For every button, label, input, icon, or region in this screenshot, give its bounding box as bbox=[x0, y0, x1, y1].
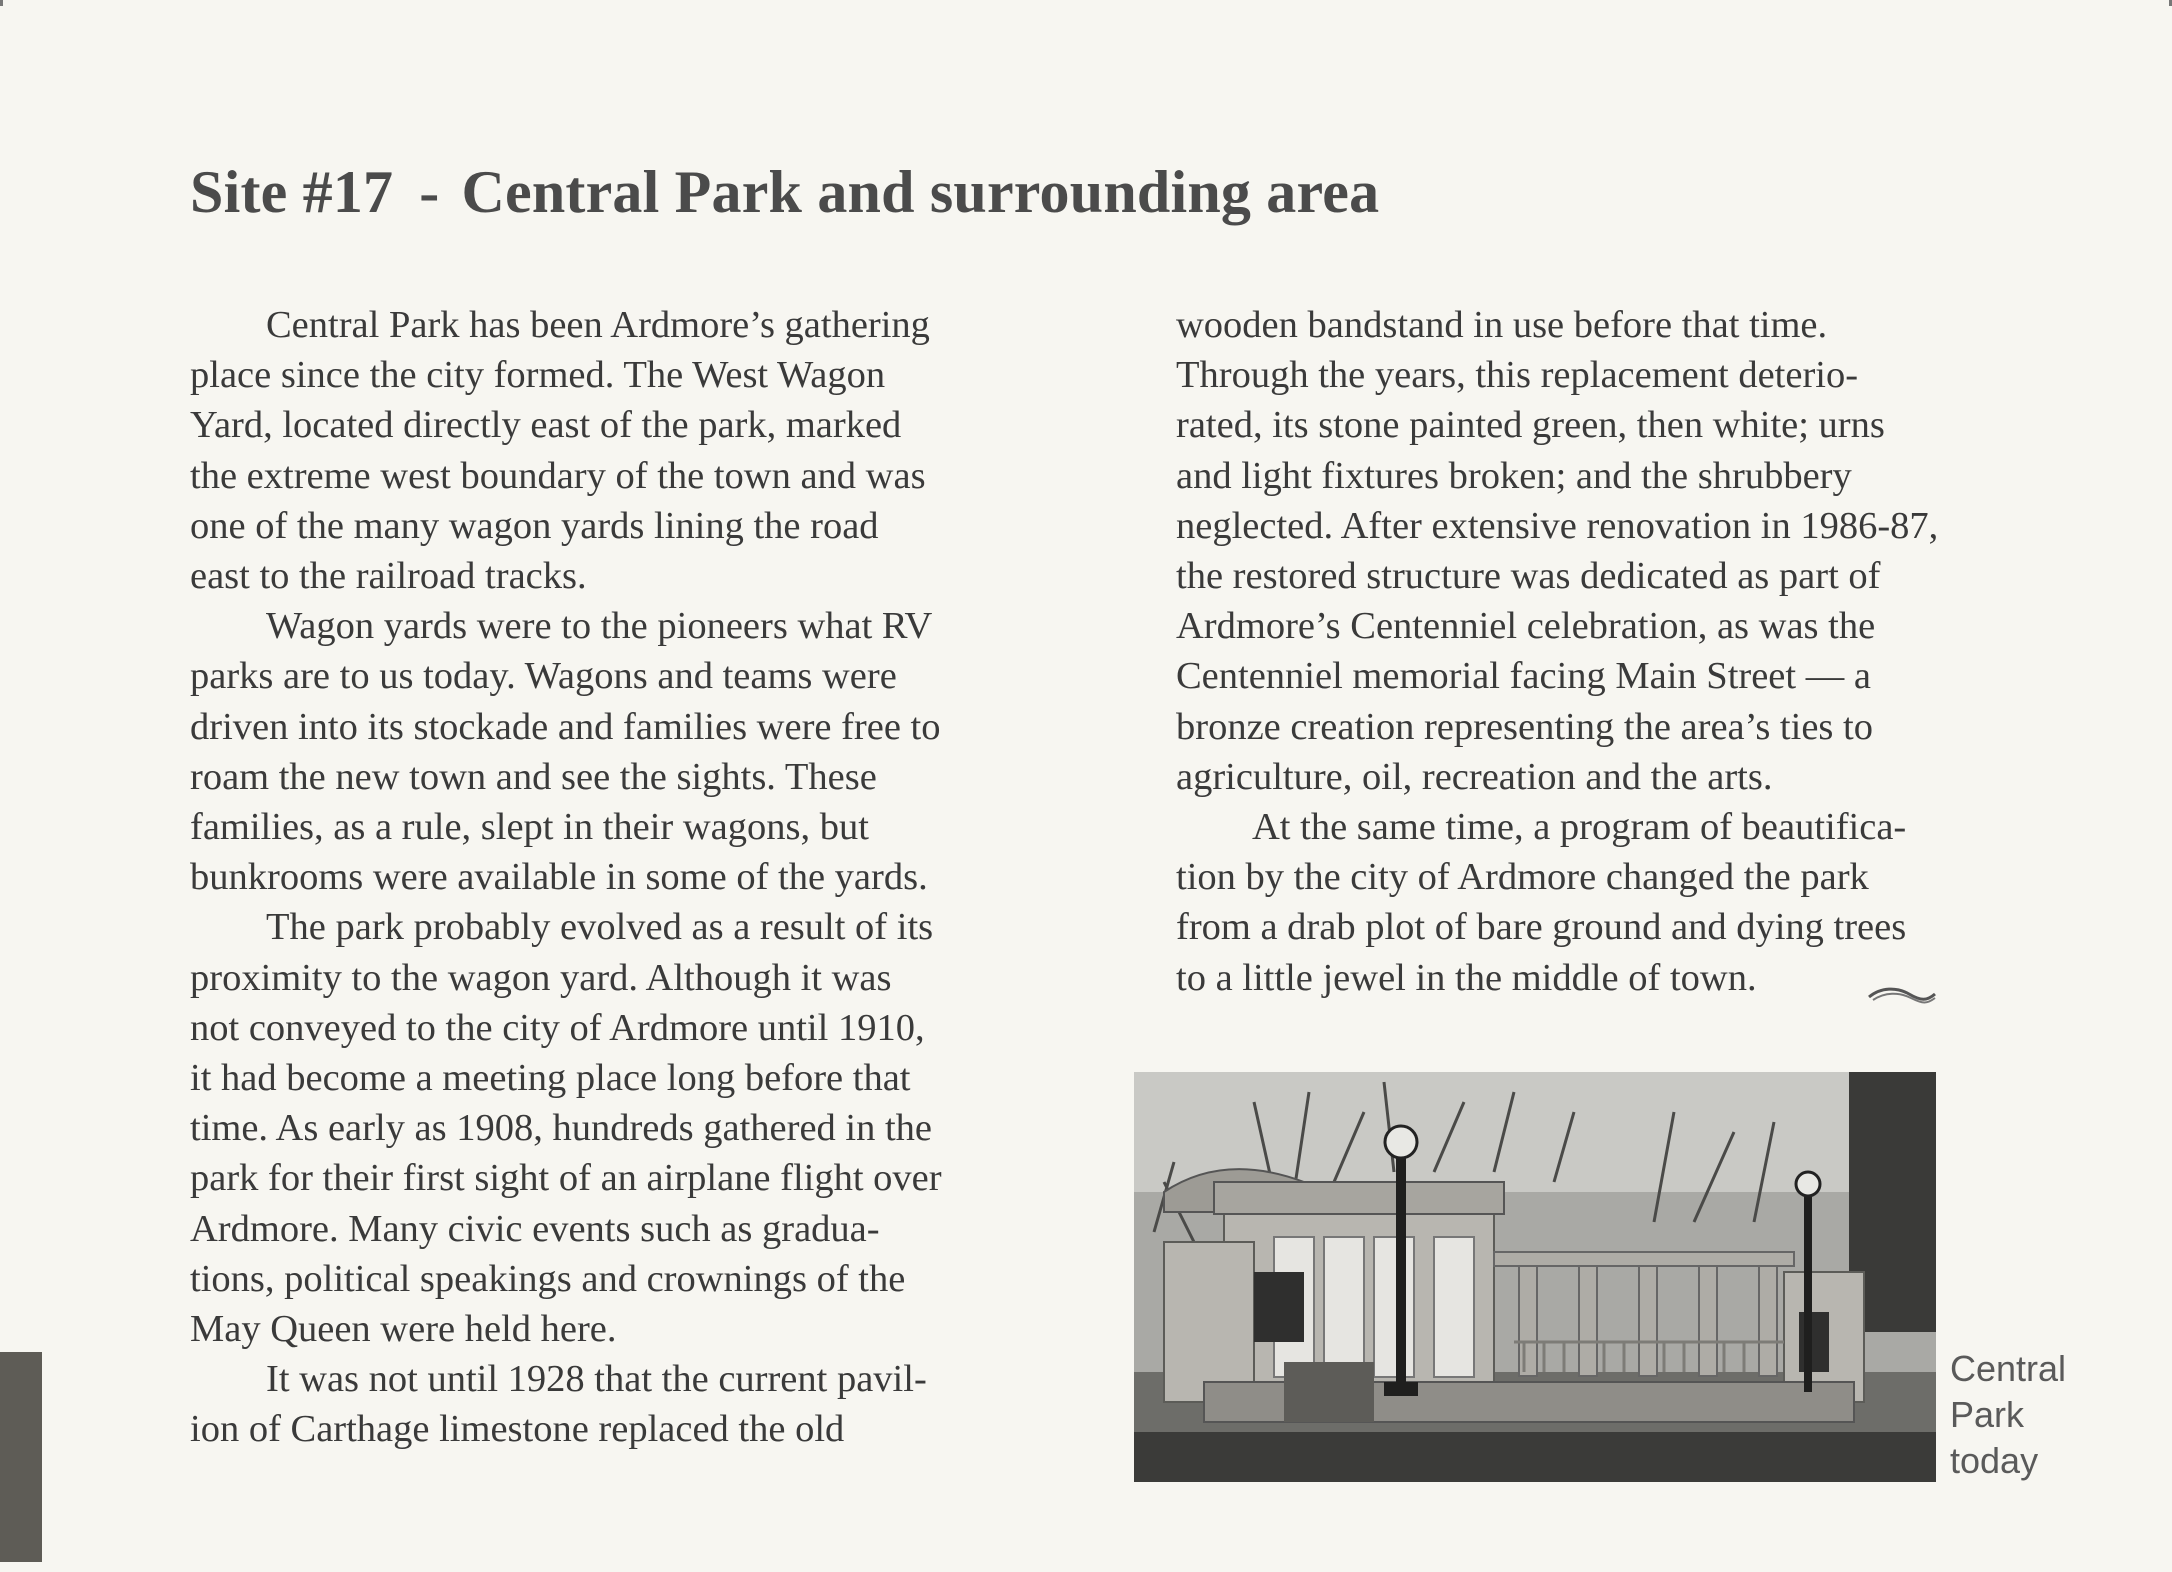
paragraph: Central Park has been Ardmore’s gathering place since the city formed. The West Wagon Yard, located directly east of the park, marked the extreme west boundary of the town and was one of the many wagon yards lining the road east to the railroad tracks. bbox=[190, 304, 930, 598]
site-name: Central Park and surrounding area bbox=[461, 159, 1380, 225]
photo-caption: Central Park today bbox=[1950, 1348, 2067, 1481]
corner-mark bbox=[0, 0, 3, 6]
paragraph: At the same time, a program of beautifica- tion by the city of Ardmore changed the park from a drab plot of bare ground and dying trees to a little jewel in the middle of town. bbox=[1176, 802, 2076, 1003]
left-column bbox=[190, 300, 1110, 1455]
paragraph: The park probably evolved as a result of its proximity to the wagon yard. Although it was not conveyed to the city of Ardmore until 1910, it had become a meeting place long before that time. As early as 1908, hundreds gathered in the park for their first sight of an airplane flight over Ardmore. Many civic events such as gradua- tions, political speakings and crownings of the May Queen were held here. bbox=[190, 906, 942, 1351]
paragraph: It was not until 1928 that the current pavil- ion of Carthage limestone replaced the old bbox=[190, 1358, 927, 1451]
wave-ornament-icon bbox=[1791, 970, 1861, 992]
title-separator: - bbox=[419, 159, 440, 225]
right-column bbox=[1176, 300, 2076, 1003]
paragraph: wooden bandstand in use before that time. Through the years, this replacement deterio- rated, its stone painted green, then white; urns and light fixtures broken; and the shrubbery neglected. After extensive renovation in 1986-87, the restored structure was dedicated as part of Ardmore’s Centenniel celebration, as was the Centenniel memorial facing Main Street — a bronze creation representing the area’s ties to agriculture, oil, recreation and the arts. bbox=[1176, 304, 1939, 798]
paragraph: Wagon yards were to the pioneers what RV parks are to us today. Wagons and teams were driven into its stockade and families were free to roam the new town and see the sights. These families, as a rule, slept in their wagons, but bunkrooms were available in some of the yards. bbox=[190, 605, 941, 899]
site-number: Site #17 bbox=[190, 159, 394, 225]
page-edge-tab bbox=[0, 1352, 42, 1562]
page-title bbox=[190, 158, 1379, 227]
central-park-photo bbox=[1134, 1072, 1936, 1482]
